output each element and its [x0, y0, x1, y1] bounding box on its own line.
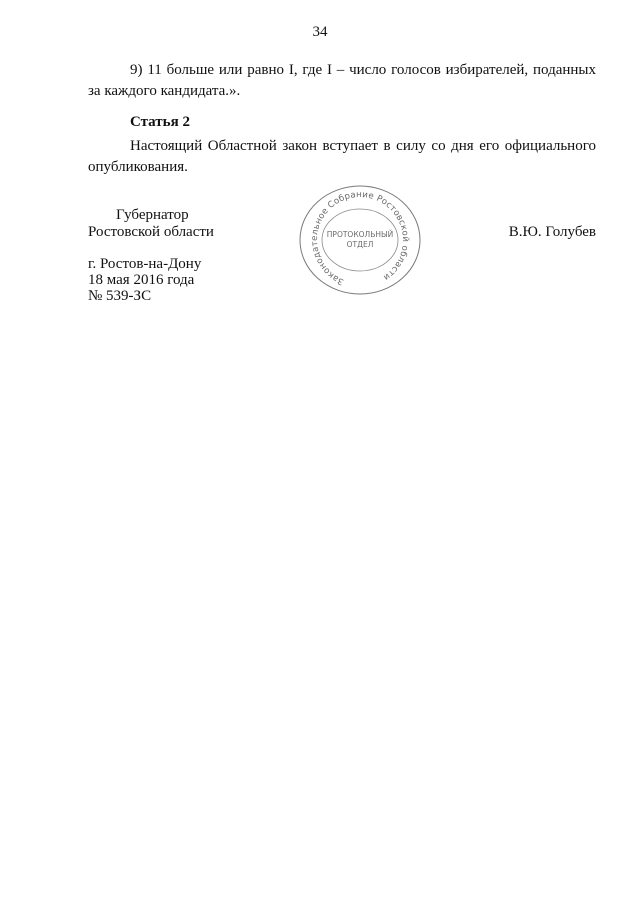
signatory-title-line1: Губернатор: [116, 207, 189, 223]
clause-text: 9) 11 больше или равно I, где I – число голосов избирателей, поданных за каждого кандидата.».: [88, 62, 596, 99]
article-text: Настоящий Областной закон вступает в силу со дня его официального опубликования.: [88, 138, 596, 175]
page-number: 34: [312, 24, 328, 40]
law-number: № 539-ЗС: [88, 288, 152, 304]
official-stamp-icon: [295, 182, 425, 297]
place-date-block: [88, 256, 201, 304]
city: г. Ростов-на-Дону: [88, 256, 202, 272]
stamp-ring-textpath: Законодательное Собрание Ростовской области: [309, 189, 411, 287]
article-heading: Статья 2: [130, 114, 190, 130]
signatory-title: [88, 207, 214, 241]
signatory-name: В.Ю. Голубев: [508, 224, 596, 240]
stamp-center-line2: ОТДЕЛ: [346, 240, 374, 249]
date: 18 мая 2016 года: [88, 272, 195, 288]
stamp-center-line1: ПРОТОКОЛЬНЫЙ: [326, 230, 394, 239]
signatory-title-line2: Ростовской области: [88, 224, 214, 240]
